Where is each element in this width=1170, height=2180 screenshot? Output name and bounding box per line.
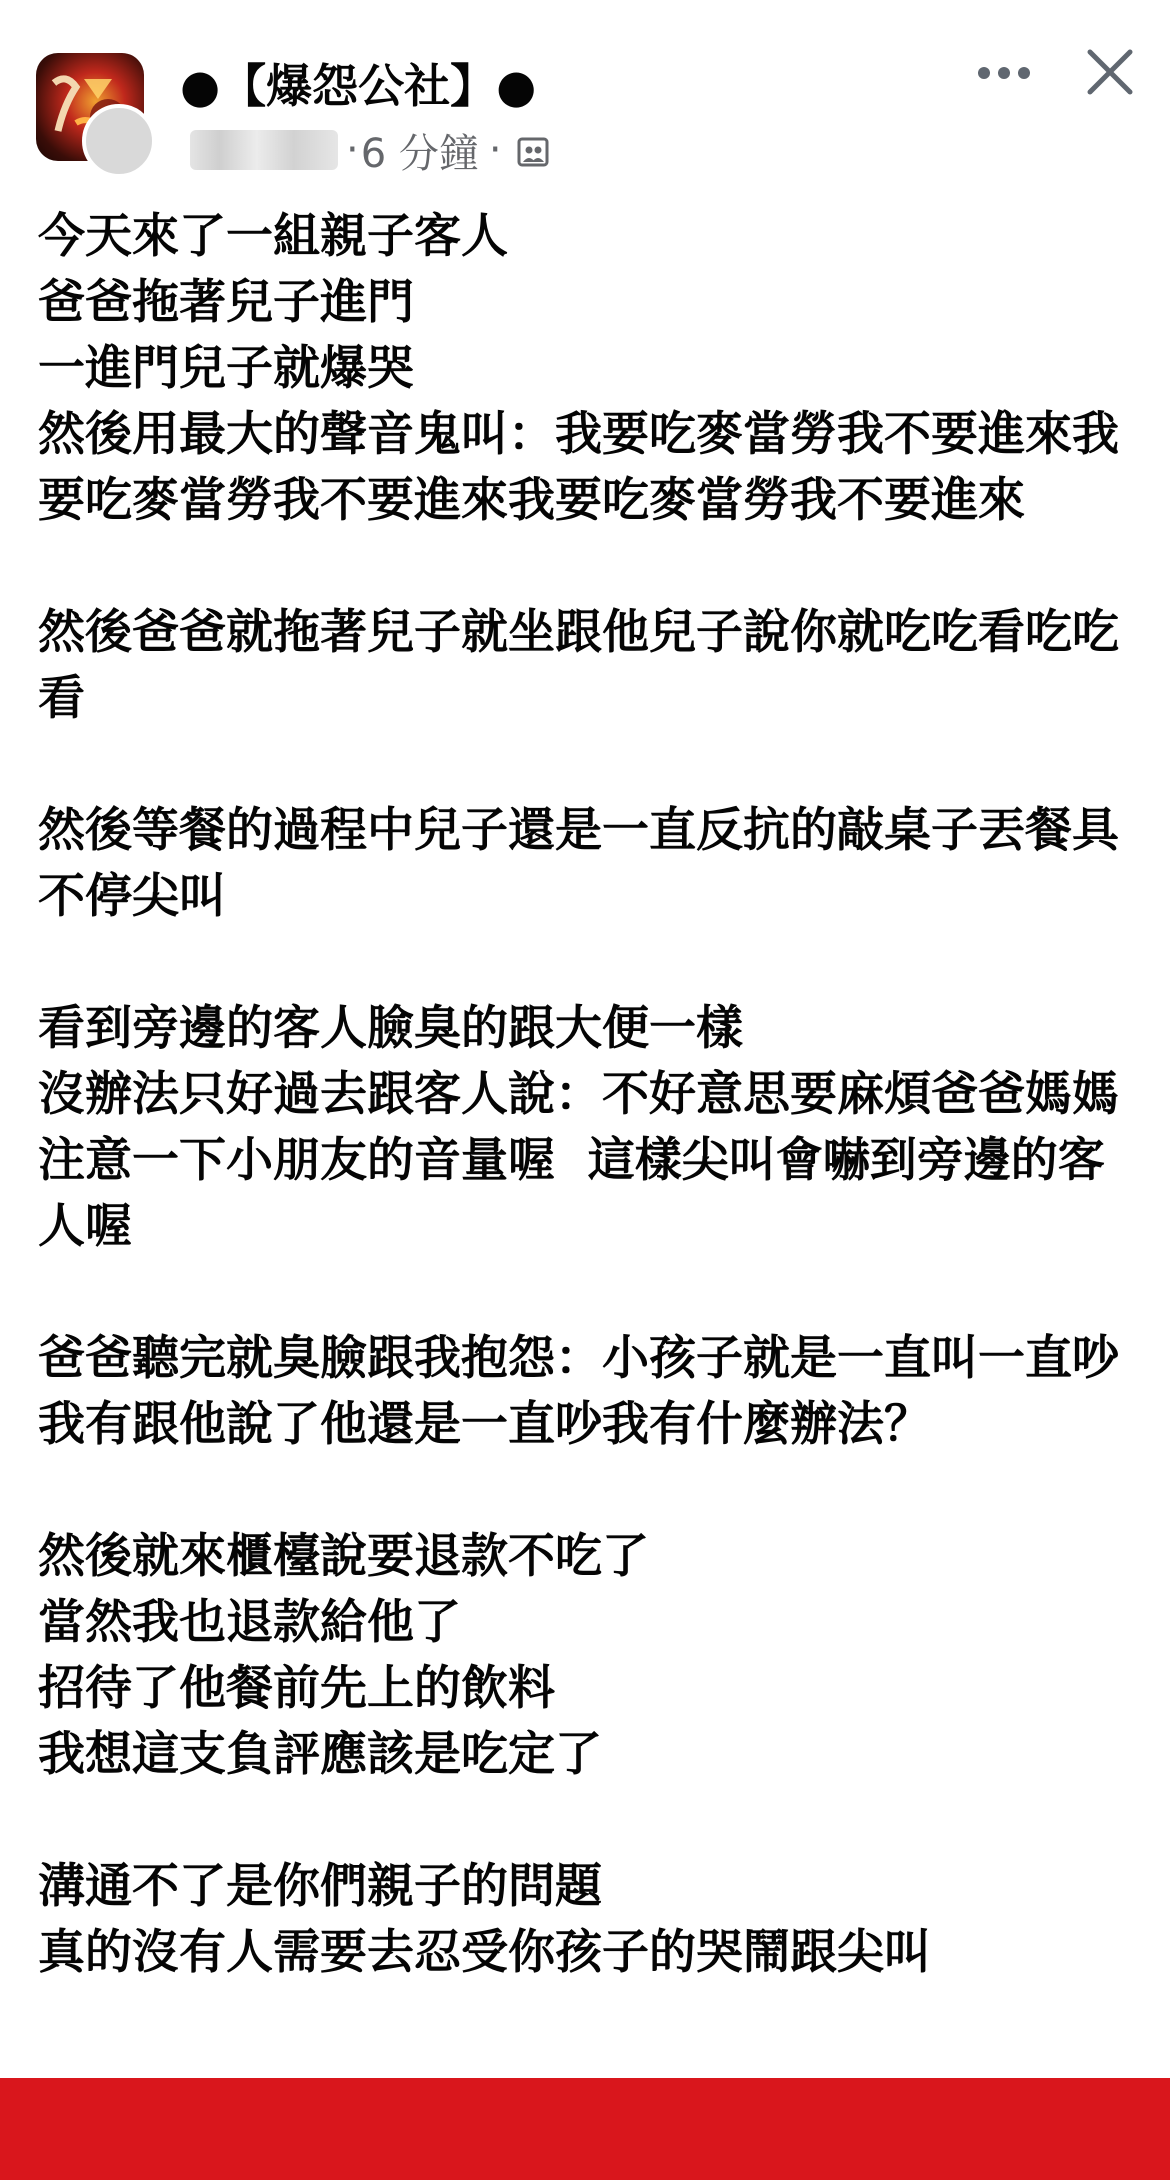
paragraph-gap xyxy=(38,1260,1138,1326)
group-name[interactable]: ●【爆怨公社】● xyxy=(180,59,537,113)
bottom-red-bar xyxy=(0,2078,1170,2180)
group-audience-icon[interactable] xyxy=(516,133,550,167)
post-line: 真的沒有人需要去忍受你孩子的哭鬧跟尖叫 xyxy=(38,1925,931,1980)
paragraph-gap xyxy=(38,732,1138,798)
more-options-button[interactable] xyxy=(974,48,1034,98)
author-avatar[interactable] xyxy=(82,104,156,178)
post-body xyxy=(38,204,1138,1986)
close-button[interactable] xyxy=(1082,44,1138,100)
post-line: 爸爸拖著兒子進門 xyxy=(38,275,414,330)
post-line: 沒辦法只好過去跟客人說：不好意思要麻煩爸爸媽媽注意一下小朋友的音量喔 這樣尖叫會嚇到旁邊的客人喔 xyxy=(38,1067,1119,1254)
post-line: 看到旁邊的客人臉臭的跟大便一樣 xyxy=(38,1001,743,1056)
post-line: 我想這支負評應該是吃定了 xyxy=(38,1727,602,1782)
paragraph-gap xyxy=(38,534,1138,600)
post-line: 溝通不了是你們親子的問題 xyxy=(38,1859,602,1914)
author-name-blurred[interactable] xyxy=(190,130,338,170)
paragraph-gap xyxy=(38,1788,1138,1854)
post-line: 爸爸聽完就臭臉跟我抱怨：小孩子就是一直叫一直吵我有跟他說了他還是一直吵我有什麼辦法？ xyxy=(38,1331,1119,1452)
post-line: 然後就來櫃檯說要退款不吃了 xyxy=(38,1529,649,1584)
close-icon xyxy=(1086,48,1134,96)
post-line: 招待了他餐前先上的飲料 xyxy=(38,1661,555,1716)
paragraph-gap xyxy=(38,1458,1138,1524)
post-line: 當然我也退款給他了 xyxy=(38,1595,461,1650)
more-horizontal-icon xyxy=(976,66,1032,80)
post-line: 然後用最大的聲音鬼叫：我要吃麥當勞我不要進來我要吃麥當勞我不要進來我要吃麥當勞我不要進來 xyxy=(38,407,1119,528)
meta-separator-dot: · xyxy=(346,127,359,173)
post-line: 一進門兒子就爆哭 xyxy=(38,341,414,396)
meta-separator-dot-2: · xyxy=(488,127,502,173)
post-line: 然後等餐的過程中兒子還是一直反抗的敲桌子丟餐具不停尖叫 xyxy=(38,803,1119,924)
post-line: 今天來了一組親子客人 xyxy=(38,209,508,264)
paragraph-gap xyxy=(38,930,1138,996)
post-line: 然後爸爸就拖著兒子就坐跟他兒子說你就吃吃看吃吃看 xyxy=(38,605,1119,726)
post-time[interactable]: 6 分鐘 xyxy=(360,130,479,177)
post-meta xyxy=(180,124,550,176)
post-header xyxy=(0,0,1170,185)
